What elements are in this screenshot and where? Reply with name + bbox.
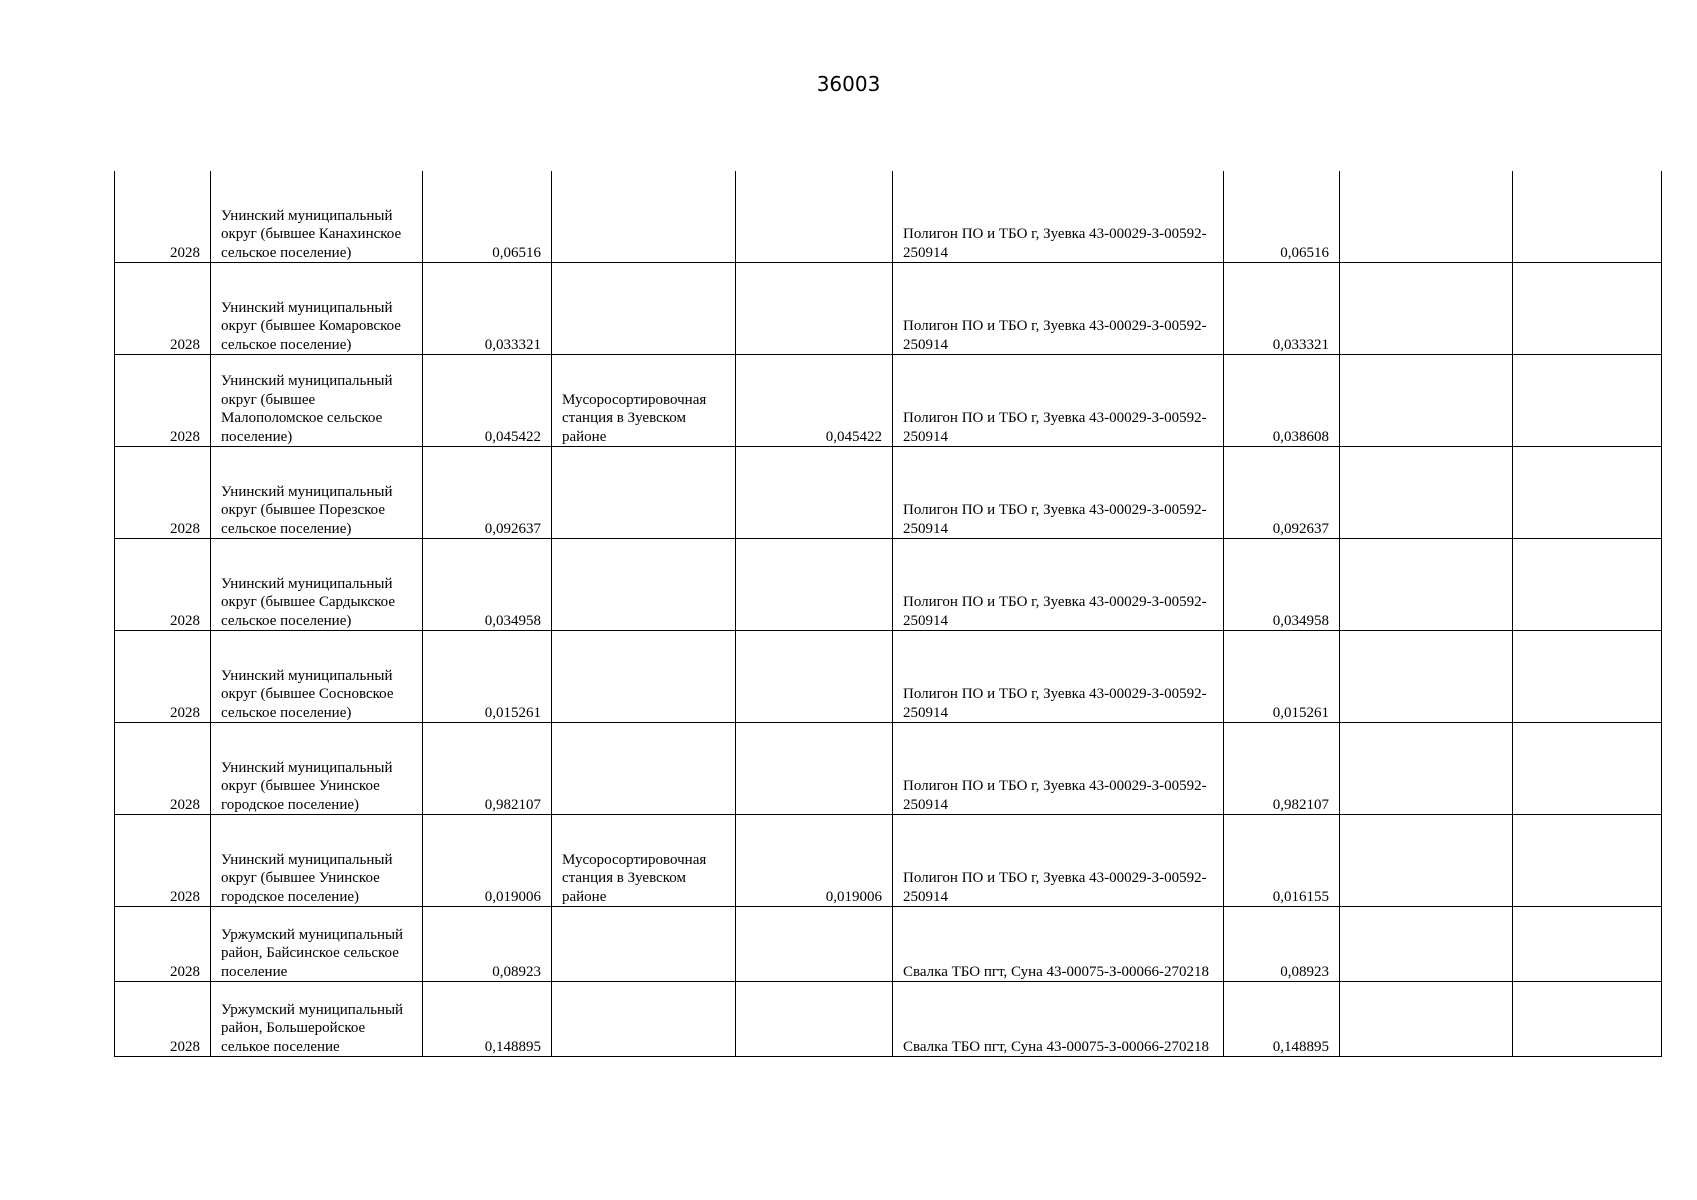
municipality-cell: Унинский муниципальный округ (бывшее Унинское городское поселение) — [211, 723, 423, 815]
table-row — [115, 355, 1662, 447]
sorting-facility-cell — [552, 539, 736, 631]
municipality-cell: Унинский муниципальный округ (бывшее Унинское городское поселение) — [211, 815, 423, 907]
year-cell: 2028 — [115, 982, 211, 1057]
table-body — [115, 171, 1662, 1057]
year-cell: 2028 — [115, 815, 211, 907]
sorting-volume-cell — [736, 539, 893, 631]
disposal-site-cell: Свалка ТБО пгт, Суна 43-00075-З-00066-270218 — [893, 907, 1224, 982]
year-cell: 2028 — [115, 539, 211, 631]
volume-cell: 0,019006 — [423, 815, 552, 907]
disposal-site-cell: Полигон ПО и ТБО г, Зуевка 43-00029-З-00592-250914 — [893, 815, 1224, 907]
municipality-cell: Унинский муниципальный округ (бывшее Порезское сельское поселение) — [211, 447, 423, 539]
extra-cell-1 — [1340, 171, 1513, 263]
extra-cell-1 — [1340, 815, 1513, 907]
municipality-cell: Унинский муниципальный округ (бывшее Малополомское сельское поселение) — [211, 355, 423, 447]
extra-cell-1 — [1340, 982, 1513, 1057]
disposal-volume-cell: 0,016155 — [1224, 815, 1340, 907]
volume-cell: 0,033321 — [423, 263, 552, 355]
disposal-site-cell: Полигон ПО и ТБО г, Зуевка 43-00029-З-00592-250914 — [893, 723, 1224, 815]
extra-cell-2 — [1513, 355, 1662, 447]
sorting-volume-cell — [736, 263, 893, 355]
volume-cell: 0,034958 — [423, 539, 552, 631]
extra-cell-2 — [1513, 171, 1662, 263]
extra-cell-2 — [1513, 447, 1662, 539]
year-cell: 2028 — [115, 447, 211, 539]
extra-cell-2 — [1513, 907, 1662, 982]
table-row — [115, 263, 1662, 355]
disposal-site-cell: Полигон ПО и ТБО г, Зуевка 43-00029-З-00592-250914 — [893, 631, 1224, 723]
municipality-cell: Унинский муниципальный округ (бывшее Сардыкское сельское поселение) — [211, 539, 423, 631]
municipality-cell: Уржумский муниципальный район, Байсинское сельское поселение — [211, 907, 423, 982]
sorting-facility-cell — [552, 982, 736, 1057]
table-row — [115, 171, 1662, 263]
waste-flow-table — [114, 171, 1662, 1057]
extra-cell-2 — [1513, 723, 1662, 815]
extra-cell-1 — [1340, 723, 1513, 815]
sorting-volume-cell: 0,045422 — [736, 355, 893, 447]
disposal-site-cell: Полигон ПО и ТБО г, Зуевка 43-00029-З-00592-250914 — [893, 447, 1224, 539]
sorting-volume-cell — [736, 982, 893, 1057]
sorting-volume-cell — [736, 723, 893, 815]
municipality-cell: Унинский муниципальный округ (бывшее Сосновское сельское поселение) — [211, 631, 423, 723]
volume-cell: 0,982107 — [423, 723, 552, 815]
table-row — [115, 723, 1662, 815]
disposal-volume-cell: 0,033321 — [1224, 263, 1340, 355]
year-cell: 2028 — [115, 171, 211, 263]
sorting-facility-cell — [552, 631, 736, 723]
municipality-cell: Унинский муниципальный округ (бывшее Канахинское сельское поселение) — [211, 171, 423, 263]
table-row — [115, 631, 1662, 723]
sorting-facility-cell: Мусоросортировочная станция в Зуевском районе — [552, 815, 736, 907]
disposal-site-cell: Полигон ПО и ТБО г, Зуевка 43-00029-З-00592-250914 — [893, 263, 1224, 355]
extra-cell-1 — [1340, 447, 1513, 539]
disposal-volume-cell: 0,06516 — [1224, 171, 1340, 263]
disposal-site-cell: Полигон ПО и ТБО г, Зуевка 43-00029-З-00592-250914 — [893, 355, 1224, 447]
disposal-volume-cell: 0,982107 — [1224, 723, 1340, 815]
sorting-facility-cell — [552, 907, 736, 982]
table-row — [115, 982, 1662, 1057]
year-cell: 2028 — [115, 907, 211, 982]
sorting-facility-cell — [552, 447, 736, 539]
disposal-volume-cell: 0,092637 — [1224, 447, 1340, 539]
sorting-volume-cell — [736, 631, 893, 723]
year-cell: 2028 — [115, 263, 211, 355]
sorting-facility-cell — [552, 263, 736, 355]
extra-cell-1 — [1340, 263, 1513, 355]
disposal-volume-cell: 0,038608 — [1224, 355, 1340, 447]
sorting-volume-cell: 0,019006 — [736, 815, 893, 907]
sorting-volume-cell — [736, 171, 893, 263]
sorting-facility-cell — [552, 171, 736, 263]
volume-cell: 0,045422 — [423, 355, 552, 447]
disposal-volume-cell: 0,015261 — [1224, 631, 1340, 723]
sorting-volume-cell — [736, 907, 893, 982]
table-row — [115, 447, 1662, 539]
volume-cell: 0,092637 — [423, 447, 552, 539]
volume-cell: 0,148895 — [423, 982, 552, 1057]
volume-cell: 0,015261 — [423, 631, 552, 723]
table-row — [115, 815, 1662, 907]
extra-cell-1 — [1340, 355, 1513, 447]
sorting-volume-cell — [736, 447, 893, 539]
sorting-facility-cell: Мусоросортировочная станция в Зуевском районе — [552, 355, 736, 447]
extra-cell-2 — [1513, 631, 1662, 723]
table-row — [115, 539, 1662, 631]
year-cell: 2028 — [115, 631, 211, 723]
page-number: 36003 — [816, 72, 881, 96]
year-cell: 2028 — [115, 355, 211, 447]
table-row — [115, 907, 1662, 982]
municipality-cell: Уржумский муниципальный район, Большеройское селькое поселение — [211, 982, 423, 1057]
disposal-volume-cell: 0,148895 — [1224, 982, 1340, 1057]
disposal-site-cell: Свалка ТБО пгт, Суна 43-00075-З-00066-270218 — [893, 982, 1224, 1057]
volume-cell: 0,08923 — [423, 907, 552, 982]
disposal-volume-cell: 0,08923 — [1224, 907, 1340, 982]
extra-cell-1 — [1340, 539, 1513, 631]
sorting-facility-cell — [552, 723, 736, 815]
extra-cell-2 — [1513, 815, 1662, 907]
extra-cell-2 — [1513, 982, 1662, 1057]
extra-cell-1 — [1340, 907, 1513, 982]
volume-cell: 0,06516 — [423, 171, 552, 263]
disposal-site-cell: Полигон ПО и ТБО г, Зуевка 43-00029-З-00592-250914 — [893, 171, 1224, 263]
disposal-site-cell: Полигон ПО и ТБО г, Зуевка 43-00029-З-00592-250914 — [893, 539, 1224, 631]
municipality-cell: Унинский муниципальный округ (бывшее Комаровское сельское поселение) — [211, 263, 423, 355]
disposal-volume-cell: 0,034958 — [1224, 539, 1340, 631]
extra-cell-1 — [1340, 631, 1513, 723]
year-cell: 2028 — [115, 723, 211, 815]
extra-cell-2 — [1513, 539, 1662, 631]
extra-cell-2 — [1513, 263, 1662, 355]
